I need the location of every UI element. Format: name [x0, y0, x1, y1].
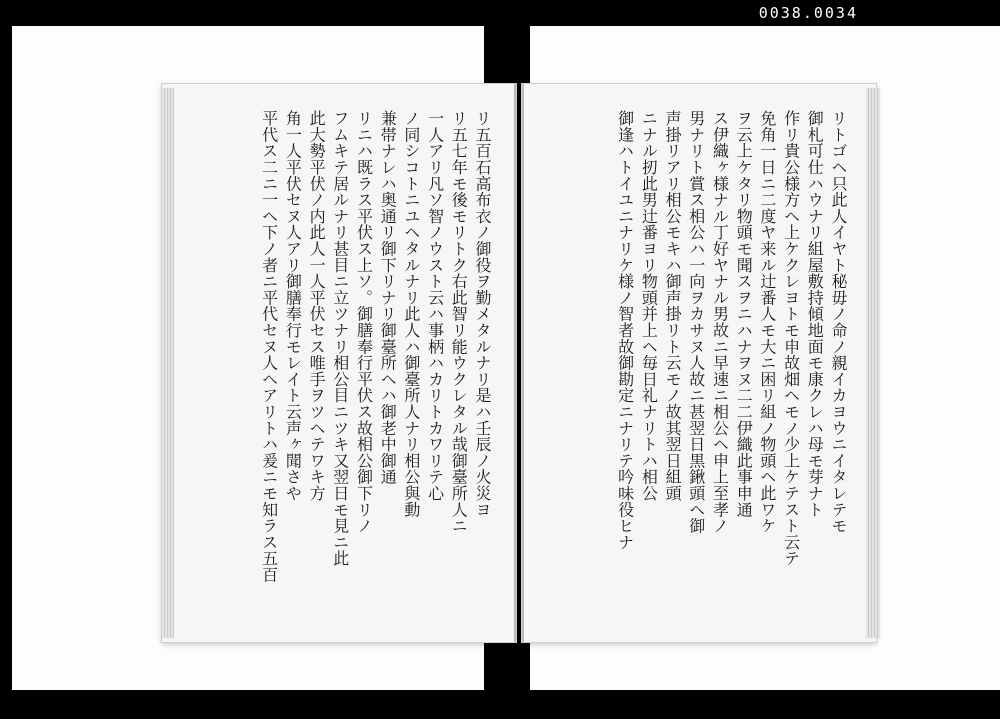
text-line: ニナル扨此男辻番ヨリ物頭并上ヘ毎日礼ナリトハ相公 — [639, 110, 659, 502]
text-line: リトゴヘ只此人イヤト秘毋ノ命ノ親イカヨウニイタレテモ — [829, 110, 848, 534]
text-line: 御逢ハトイユニナリケ様ノ智者故御勘定ニナリテ吟味役ヒナ — [615, 110, 635, 551]
text-line: 此大勢平伏ノ内此人一人平伏セス唯手ヲツヘテワキ方 — [307, 110, 327, 502]
text-line: ス伊織ヶ様ナル丁好ヤナル男故ニ早速ニ相公ヘ申上至孝ノ — [710, 110, 730, 534]
text-line: 御札可仕ハウナリ組屋敷持傾地面モ康クレハ母モ芽ナト — [805, 110, 825, 518]
text-line: フムキテ居ルナリ甚目ニ立ツナリ相公目ニツキ又翌日モ見ニ此 — [330, 110, 350, 567]
text-line: 男ナリト賞ス相公ハ一向ヲカサヌ人故ニ甚翌日黒鍬頭ヘ御 — [686, 110, 706, 534]
text-line: 免角一日ニ二度ヤ来ル辻番人モ大ニ困リ組ノ物頭ヘ此ワケ — [757, 110, 777, 534]
right-page-text — [540, 110, 850, 610]
frame-number: 0038.0034 — [758, 4, 858, 22]
right-page-stack-edge — [866, 88, 880, 638]
text-line: 角一人平伏セヌ人アリ御膳奉行モレイト云声ヶ聞さや — [283, 110, 303, 502]
text-line: 平代ス二ニ一ヘ下ノ者ニ平代セヌ人ヘアリトハ爰ニモ知ラス五百 — [259, 110, 279, 583]
text-line: ヲ云上ケタリ物頭モ聞スヲニハナヲヌ二二伊織此事申通 — [734, 110, 754, 518]
text-line: 兼帯ナレハ奥通リ御下リナリ御臺所ヘハ御老中御通 — [378, 110, 398, 485]
text-line: リニハ既ラス平伏ス上ソ。御膳奉行平伏ス故相公御下リノ — [354, 110, 374, 534]
left-page-stack-edge — [162, 88, 174, 638]
left-page-text — [184, 110, 494, 610]
text-line: リ五百石高布衣ノ御役ヲ勤メタルナリ是ハ壬辰ノ火災ヨ — [473, 110, 492, 518]
text-line: 声掛リアリ相公モキハ御声掛リト云モノ故其翌日組頭 — [663, 110, 683, 502]
text-line: 一人アリ凡ソ智ノウスト云ハ事柄ハカリトカワリテ心 — [425, 110, 445, 502]
text-line: 作リ貴公様方ヘ上ケクレヨトモ申故畑ヘモノ少上ケテスト云テ — [781, 110, 801, 567]
text-line: ノ同シコトニユヘタルナリ此人ハ御臺所人ナリ相公與動 — [401, 110, 421, 518]
text-line: リ五七年モ後モリトク右此智リ能ウクレタル哉御臺所人ニ — [449, 110, 469, 534]
